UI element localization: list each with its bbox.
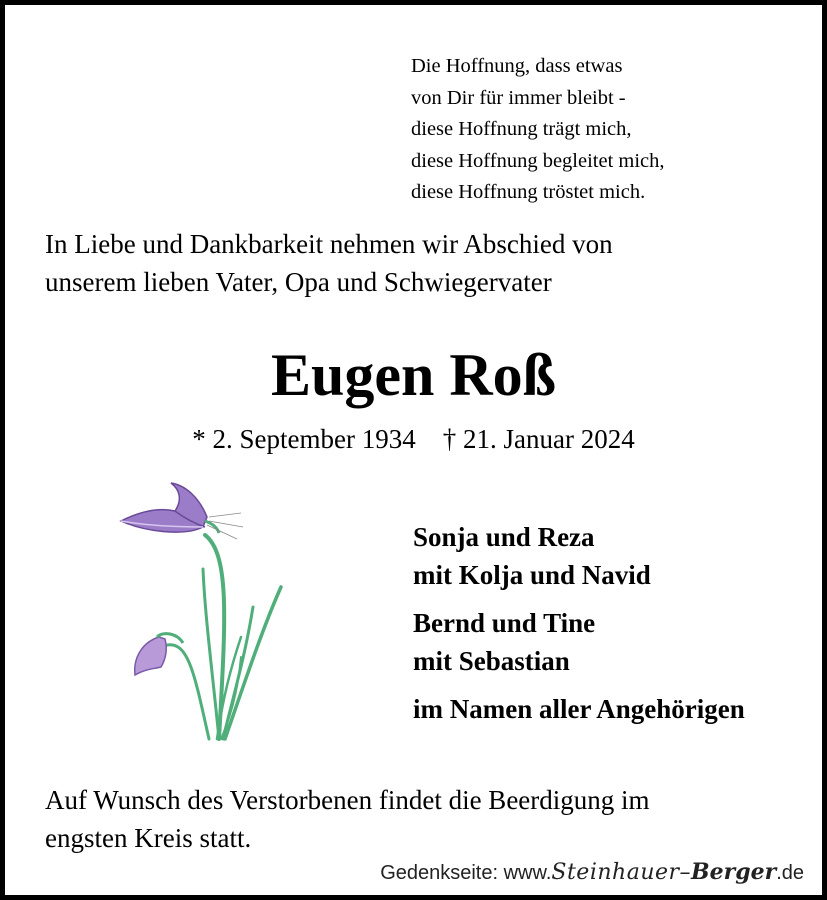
- intro-line: In Liebe und Dankbarkeit nehmen wir Abschied von: [45, 229, 613, 259]
- mourner-group: [413, 518, 745, 594]
- poem: [411, 51, 665, 209]
- closing-text: [45, 781, 650, 857]
- intro-text: [45, 225, 613, 301]
- poem-line: von Dir für immer bleibt -: [411, 86, 626, 109]
- life-dates: [5, 419, 822, 459]
- footer-brand-part1: Steinhauer: [551, 860, 680, 885]
- flower-stem: [167, 645, 209, 739]
- footer-suffix: .de: [776, 862, 804, 884]
- poem-line: Die Hoffnung, dass etwas: [411, 55, 623, 77]
- flower-illustration: [113, 477, 293, 747]
- poem-line: diese Hoffnung trägt mich,: [411, 118, 632, 140]
- closing-line: Auf Wunsch des Verstorbenen findet die Beerdigung im: [45, 785, 650, 815]
- mourner-line: mit Sebastian: [413, 646, 570, 676]
- mourners: [413, 518, 745, 738]
- death-date: † 21. Januar 2024: [442, 424, 635, 454]
- intro-line: unserem lieben Vater, Opa und Schwiegervater: [45, 267, 552, 297]
- closing-line: engsten Kreis statt.: [45, 823, 252, 853]
- poem-line: diese Hoffnung tröstet mich.: [411, 181, 646, 203]
- deceased-name: Eugen Roß: [270, 342, 557, 408]
- flower-blossom: [121, 483, 243, 539]
- mourner-line: mit Kolja und Navid: [413, 560, 651, 590]
- footer-brand-part2: Berger: [691, 859, 777, 885]
- mourner-group: [413, 604, 745, 680]
- footer-prefix: Gedenkseite: www.: [380, 862, 552, 884]
- footer-brand-separator: –: [679, 860, 692, 885]
- mourner-line: Bernd und Tine: [413, 608, 596, 638]
- mourner-all-relatives: im Namen aller Angehörigen: [413, 694, 745, 724]
- flower-leaf: [203, 569, 219, 739]
- mourner-line: Sonja und Reza: [413, 522, 595, 552]
- poem-line: diese Hoffnung begleitet mich,: [411, 149, 665, 172]
- flower-bud: [135, 634, 183, 675]
- birth-date: * 2. September 1934: [192, 424, 416, 454]
- memorial-page-link[interactable]: [380, 857, 804, 888]
